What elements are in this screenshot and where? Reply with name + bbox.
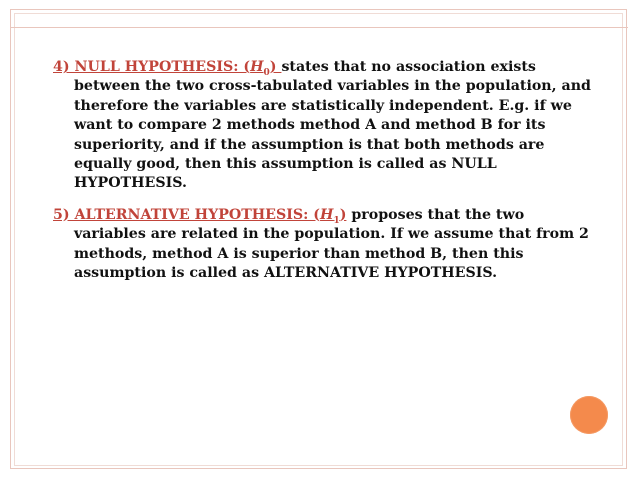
null-hypothesis-label-text: 4) NULL HYPOTHESIS: ( — [53, 59, 251, 75]
alternative-hypothesis-symbol: H — [320, 206, 334, 223]
alternative-hypothesis-text: proposes that the two variables are related in the population. If we assume that from 2 methods, method A is superior than method B, then this assumption is called as ALTERNATIVE HYPOTHESIS. — [74, 206, 589, 282]
null-hypothesis-label — [53, 59, 282, 78]
alternative-hypothesis-label-text: 5) ALTERNATIVE HYPOTHESIS: ( — [53, 206, 321, 223]
alternative-hypothesis-label-close: ) — [339, 206, 347, 223]
orange-circle-decoration — [570, 396, 608, 434]
null-hypothesis-paragraph — [53, 58, 598, 194]
top-rule — [10, 27, 628, 28]
null-hypothesis-text: states that no association exists between the two cross-tabulated variables in the population, and therefore the variables are statistically independent. E.g. if we want to compare 2 methods method A and method B for its superiority, and if the assumption is that both methods are equally good, then this assumption is called as NULL HYPOTHESIS. — [74, 59, 591, 192]
null-hypothesis-symbol: H — [250, 59, 264, 75]
slide-content — [53, 58, 598, 283]
null-hypothesis-subscript: 0 — [263, 67, 270, 78]
alternative-hypothesis-subscript: 1 — [333, 215, 340, 226]
alternative-hypothesis-label — [53, 206, 347, 226]
alternative-hypothesis-paragraph — [53, 206, 598, 284]
null-hypothesis-label-close: ) — [269, 59, 282, 75]
